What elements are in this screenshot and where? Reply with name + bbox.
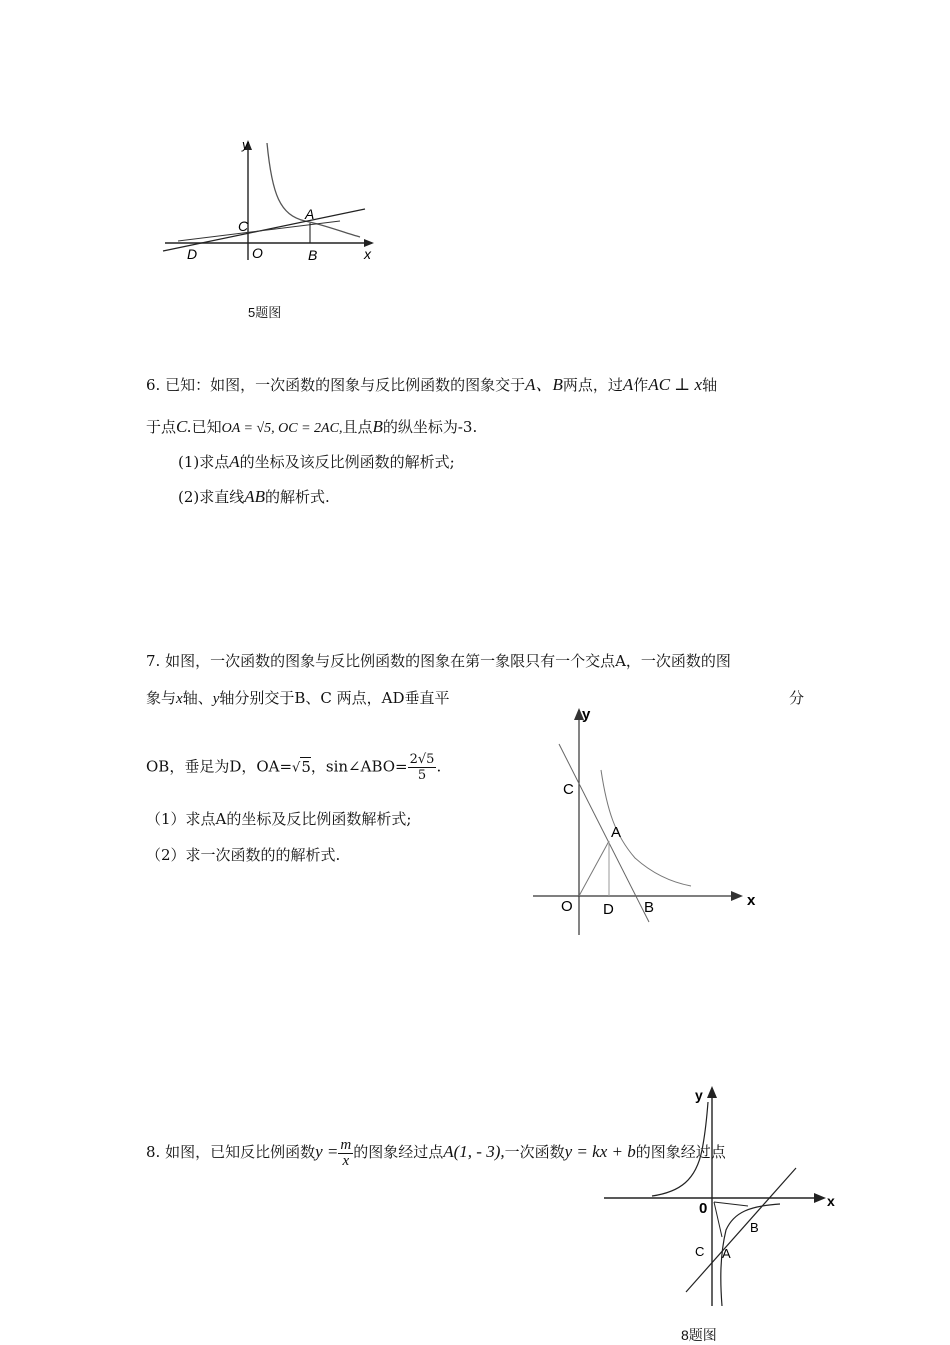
figure-8-caption: 8题图 xyxy=(681,1327,717,1343)
c-label: C xyxy=(695,1244,705,1259)
figure-7 xyxy=(525,700,765,940)
a-label: A xyxy=(611,824,622,841)
problem-6-line-1: 6. 已知：如图，一次函数的图象与反比例函数的图象交于A、B两点，过A作AC ⊥ x轴 xyxy=(146,375,718,394)
problem-7-question-2: （2）求一次函数的的解析式. xyxy=(146,846,341,864)
x-label: x xyxy=(364,246,371,262)
m-over-x-fraction: $\frac{m}{x}$ xyxy=(340,1136,352,1169)
figure-5-caption: 5题图 xyxy=(248,305,282,320)
figure-8-graph xyxy=(600,1080,840,1310)
hyperbola-upper-left xyxy=(652,1102,708,1196)
problem-7-number: 7. xyxy=(146,652,161,670)
c-label: C xyxy=(238,218,249,234)
problem-7-line-3: OB，垂足为D，OA=√5，sin∠ABO= $\frac{2√5}{5}$ . xyxy=(146,752,442,783)
b-label: B xyxy=(750,1220,759,1235)
problem-7-line-2: 象与x轴、y轴分别交于B、C 两点，AD垂直平 xyxy=(146,689,450,707)
problem-6-question-1: (1)求点A的坐标及该反比例函数的解析式; xyxy=(178,452,455,471)
line-ab xyxy=(686,1168,796,1292)
problem-7-question-1: （1）求点A的坐标及反比例函数解析式; xyxy=(146,810,412,828)
y-label: y xyxy=(582,706,591,723)
segment-oa xyxy=(714,1202,722,1237)
a-label: A xyxy=(722,1246,731,1261)
figure-5 xyxy=(160,135,390,265)
d-label: D xyxy=(187,246,198,262)
line-oa xyxy=(178,221,340,241)
problem-6-number: 6. xyxy=(146,376,161,394)
problem-7-line-2-end: 分 xyxy=(789,689,805,707)
sin-fraction: $\frac{2√5}{5}$ xyxy=(409,752,435,783)
b-label: B xyxy=(644,899,655,916)
y-label: y xyxy=(242,137,249,152)
segment-ob xyxy=(714,1202,748,1206)
o-label: 0 xyxy=(699,1200,708,1217)
figure-8 xyxy=(600,1080,840,1310)
b-label: B xyxy=(308,247,318,263)
segment-oa xyxy=(579,841,609,896)
a-label: A xyxy=(305,206,315,222)
x-label: x xyxy=(827,1193,835,1209)
y-axis-arrow xyxy=(707,1086,717,1098)
d-label: D xyxy=(603,901,614,918)
figure-7-graph xyxy=(525,700,765,940)
x-axis-arrow xyxy=(731,891,743,901)
x-label: x xyxy=(747,892,756,909)
o-label: O xyxy=(252,245,263,261)
x-axis-arrow xyxy=(814,1193,826,1203)
problem-6-line-2: 于点C.已知OA = √5, OC = 2AC,且点B的纵坐标为-3. xyxy=(146,417,478,436)
problem-8-line-1: 8. 如图，已知反比例函数y = $\frac{m}{x}$ 的图象经过点A(1, - 3),一次函数y = kx + b的图象经过点 xyxy=(146,1136,726,1169)
problem-7-line-1: 7. 如图，一次函数的图象与反比例函数的图象在第一象限只有一个交点A，一次函数的图 xyxy=(146,652,731,670)
figure-5-graph xyxy=(160,135,390,265)
problem-8-number: 8. xyxy=(146,1143,161,1161)
c-label: C xyxy=(563,781,574,798)
problem-6-question-2: (2)求直线AB的解析式. xyxy=(178,487,330,506)
line-bc xyxy=(559,744,649,922)
o-label: O xyxy=(561,898,573,915)
hyperbola xyxy=(267,143,360,237)
y-label: y xyxy=(695,1087,703,1103)
